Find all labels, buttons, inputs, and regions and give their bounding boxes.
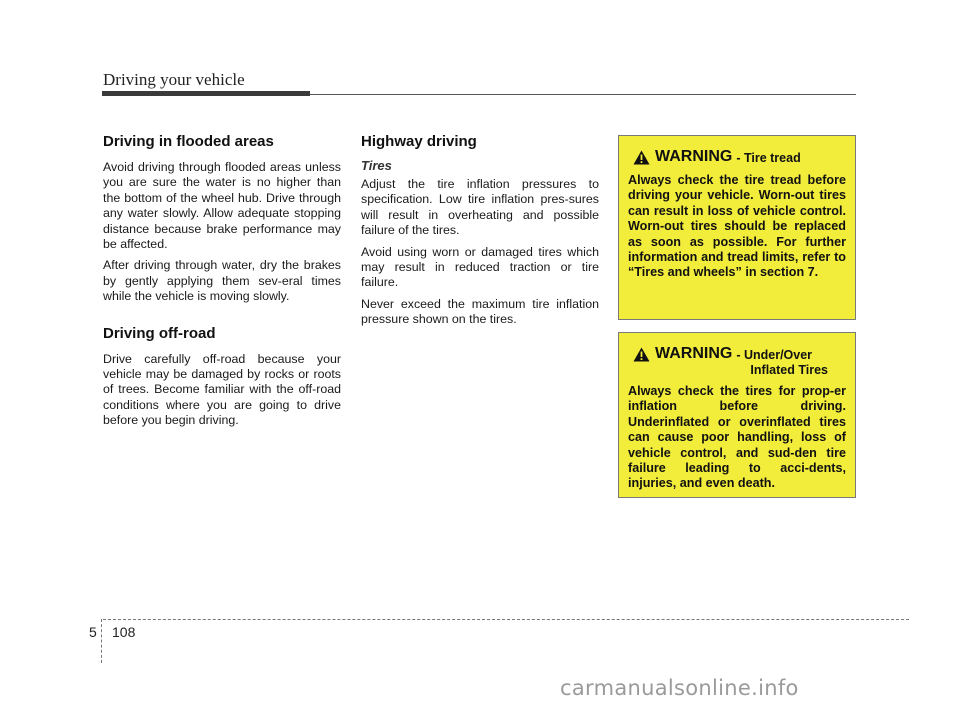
middle-column — [361, 133, 599, 334]
warning-subtitle: - Tire tread — [736, 151, 801, 165]
warning-triangle-icon — [633, 150, 650, 165]
section-heading-highway: Highway driving — [361, 133, 477, 150]
footer-divider — [101, 619, 102, 663]
paragraph: Avoid using worn or damaged tires which may result in reduced traction or tire failure. — [361, 244, 599, 290]
warning-label: WARNING — [655, 148, 733, 165]
warning-text: Always check the tires for prop-er inflation before driving. Underinflated or overinflated tires can cause poor handling, loss of vehicle control, and sud-den tire failure leading to acci-dents, injuries, and even death. — [628, 384, 846, 491]
header-rule-thick — [102, 91, 310, 96]
footer-rule — [103, 619, 909, 620]
paragraph: Drive carefully off-road because your vehicle may be damaged by rocks or roots of trees. Become familiar with the off-road conditions where you are going to drive before you begin driving. — [103, 351, 341, 428]
paragraph: After driving through water, dry the brakes by gently applying them sev-eral times while the vehicle is moving slowly. — [103, 258, 341, 304]
left-column — [103, 133, 341, 435]
subheading-tires: Tires — [361, 158, 392, 173]
warning-text: Always check the tire tread before driving your vehicle. Worn-out tires can result in loss of vehicle control. Worn-out tires should be replaced as soon as possible. For further information and tread limits, refer to “Tires and wheels” in section 7. — [628, 173, 846, 280]
warning-box-inflation — [618, 332, 856, 498]
warning-label: WARNING — [655, 345, 733, 362]
warning-box-tire-tread — [618, 135, 856, 320]
paragraph: Never exceed the maximum tire inflation pressure shown on the tires. — [361, 296, 599, 327]
warning-header — [628, 345, 846, 363]
watermark: carmanualsonline.info — [560, 676, 799, 700]
chapter-number: 5 — [89, 624, 97, 640]
warning-triangle-icon — [633, 347, 650, 362]
page-number: 108 — [112, 624, 136, 640]
paragraph: Avoid driving through flooded areas unless you are sure the water is no higher than the bottom of the wheel hub. Drive through any water slowly. Allow adequate stopping distance because brake performance may be affected. — [103, 160, 341, 252]
header-title: Driving your vehicle — [103, 70, 245, 89]
section-heading-offroad: Driving off-road — [103, 324, 216, 342]
warning-header — [628, 148, 846, 166]
warning-subtitle-line2: Inflated Tires — [750, 363, 828, 377]
warning-subtitle: - Under/Over — [736, 348, 813, 362]
header-rule-thin — [310, 94, 856, 95]
section-heading-flooded: Driving in flooded areas — [103, 133, 274, 150]
paragraph: Adjust the tire inflation pressures to specification. Low tire inflation pres-sures will result in overheating and possible failure of the tires. — [361, 177, 599, 238]
